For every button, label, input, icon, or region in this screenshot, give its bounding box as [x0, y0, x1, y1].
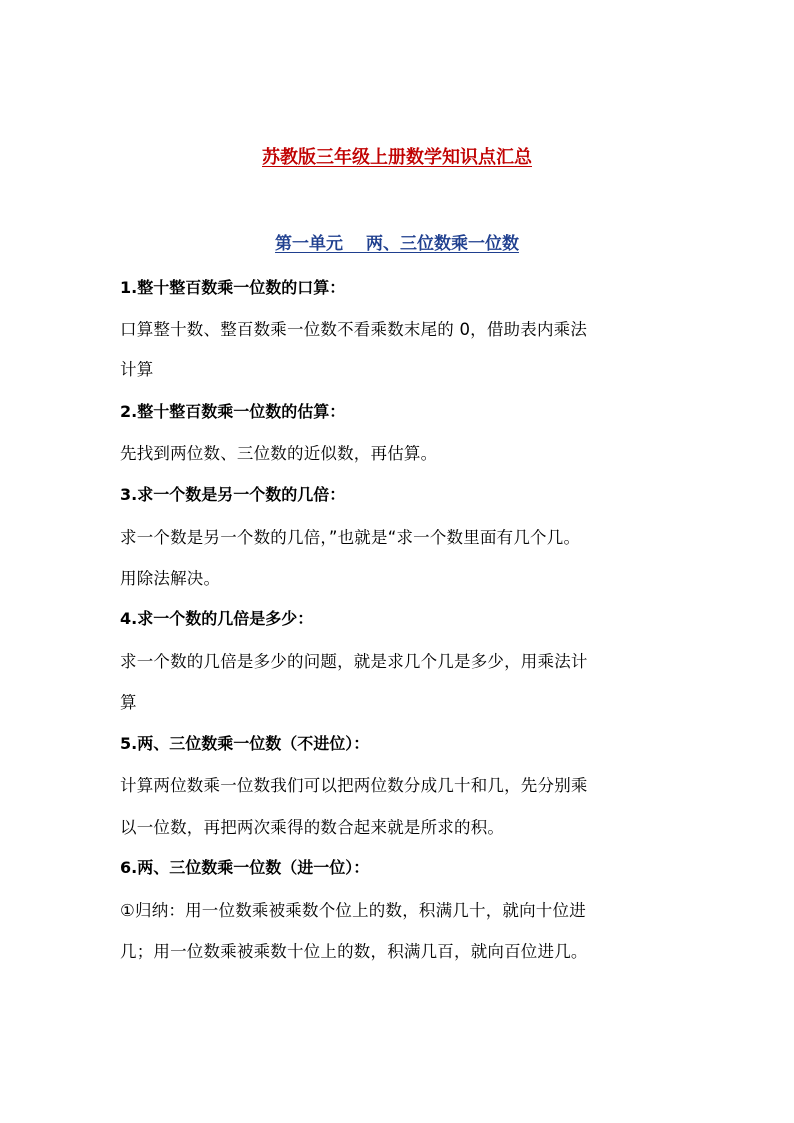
paragraph-line: ①归纳：用一位数乘被乘数个位上的数，积满几十，就向十位进 [120, 901, 586, 920]
section-heading-1: 1.整十整百数乘一位数的口算： [120, 278, 346, 297]
paragraph-line: 先找到两位数、三位数的近似数，再估算。 [120, 444, 438, 463]
paragraph-line: 算 [120, 693, 137, 712]
document-title: 苏教版三年级上册数学知识点汇总 [262, 147, 532, 168]
section-heading-3: 3.求一个数是另一个数的几倍： [120, 485, 346, 504]
paragraph-line: 用除法解决。 [120, 569, 221, 588]
section-heading-2: 2.整十整百数乘一位数的估算： [120, 402, 346, 421]
paragraph-line: 计算两位数乘一位数我们可以把两位数分成几十和几，先分别乘 [120, 776, 588, 795]
unit-heading: 第一单元 两、三位数乘一位数 [275, 234, 519, 254]
section-heading-4: 4.求一个数的几倍是多少： [120, 609, 314, 628]
paragraph-line: 计算 [120, 360, 154, 379]
paragraph-line: 以一位数，再把两次乘得的数合起来就是所求的积。 [120, 818, 505, 837]
paragraph-line: 求一个数的几倍是多少的问题，就是求几个几是多少，用乘法计 [120, 652, 588, 671]
paragraph-line: 几；用一位数乘被乘数十位上的数，积满几百，就向百位进几。 [120, 942, 588, 961]
section-heading-5: 5.两、三位数乘一位数（不进位）： [120, 734, 370, 753]
paragraph-line: 口算整十数、整百数乘一位数不看乘数末尾的 0，借助表内乘法 [120, 320, 588, 339]
paragraph-line: 求一个数是另一个数的几倍，”也就是“求一个数里面有几个几。 [120, 528, 581, 547]
section-heading-6: 6.两、三位数乘一位数（进一位）： [120, 858, 370, 877]
